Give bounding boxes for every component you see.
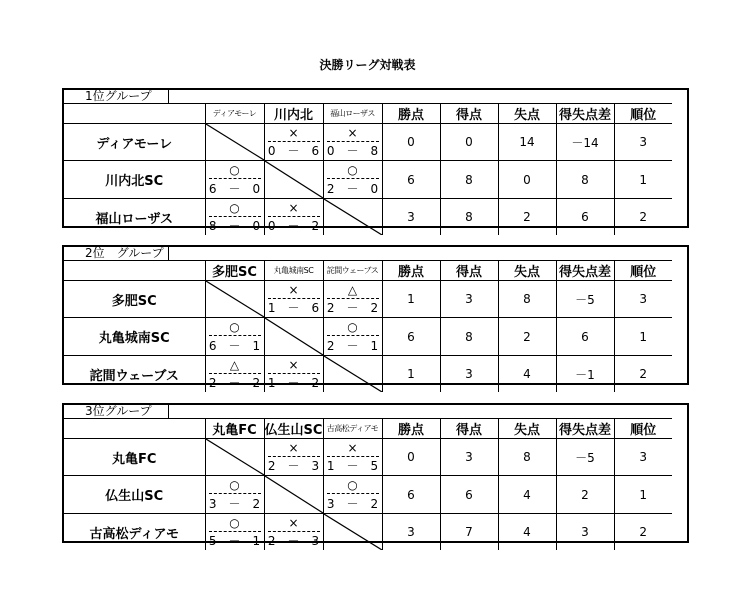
match-score: 1 － 6: [267, 301, 320, 315]
stat-header: 順位: [614, 261, 672, 281]
result-mark: ×: [288, 516, 299, 530]
opponent-header: 多肥SC: [205, 261, 264, 281]
result-mark: ○: [347, 478, 358, 492]
stat-header: 順位: [614, 419, 672, 439]
header-blank: [64, 261, 205, 281]
opponent-header: 福山ローザス: [323, 104, 382, 124]
header-blank: [64, 419, 205, 439]
match-score: 8 － 0: [208, 219, 261, 233]
group-table: [64, 103, 672, 235]
stat-header: 失点: [498, 104, 556, 124]
match-result-cell: [205, 514, 264, 551]
goal-difference-value: 8: [556, 161, 614, 199]
match-result-cell: [323, 281, 382, 318]
result-mark: ×: [347, 126, 358, 140]
team-name: 丸亀城南SC: [64, 318, 205, 356]
match-result-cell: [323, 439, 382, 476]
opponent-header: 丸亀FC: [205, 419, 264, 439]
match-result-cell: [264, 514, 323, 551]
team-name: 詫間ウェーブス: [64, 356, 205, 393]
stat-header: 得点: [440, 419, 498, 439]
group-table: [64, 260, 672, 392]
goals-for-value: 6: [440, 476, 498, 514]
diagonal-line: [265, 318, 323, 355]
group-title: 1位グループ: [64, 90, 169, 103]
result-mark: ×: [288, 126, 299, 140]
match-score: 2 － 3: [267, 534, 320, 548]
goals-for-value: 3: [440, 439, 498, 476]
stat-header: 失点: [498, 419, 556, 439]
team-row: [64, 476, 672, 514]
diagonal-line: [206, 439, 264, 475]
diagonal-line: [206, 281, 264, 317]
diagonal-line: [265, 161, 323, 198]
self-match-cell: [205, 124, 264, 161]
stat-header: 得点: [440, 104, 498, 124]
rank-value: 3: [614, 439, 672, 476]
match-score: 2 － 2: [326, 301, 379, 315]
match-score: 6 － 0: [208, 182, 261, 196]
match-result-cell: [264, 199, 323, 236]
diagonal-line: [324, 514, 382, 550]
match-result-cell: [264, 124, 323, 161]
result-mark: △: [229, 358, 240, 372]
goals-for-value: 0: [440, 124, 498, 161]
rank-value: 2: [614, 356, 672, 393]
stat-header: 勝点: [382, 104, 440, 124]
match-result-cell: [205, 199, 264, 236]
match-result-cell: [323, 124, 382, 161]
match-score: 6 － 1: [208, 339, 261, 353]
match-score: 2 － 1: [326, 339, 379, 353]
stat-header: 得点: [440, 261, 498, 281]
match-score: 0 － 6: [267, 144, 320, 158]
match-score: 1 － 2: [267, 376, 320, 390]
team-row: [64, 514, 672, 551]
goals-for-value: 3: [440, 356, 498, 393]
result-mark: ×: [288, 283, 299, 297]
points-value: 3: [382, 514, 440, 551]
goals-against-value: 4: [498, 356, 556, 393]
match-score: 3 － 2: [208, 497, 261, 511]
header-blank: [64, 104, 205, 124]
team-name: 福山ローザス: [64, 199, 205, 236]
match-score: 1 － 5: [326, 459, 379, 473]
rank-value: 3: [614, 281, 672, 318]
match-result-cell: [205, 318, 264, 356]
result-mark: ○: [347, 163, 358, 177]
goal-difference-value: 2: [556, 476, 614, 514]
points-value: 6: [382, 318, 440, 356]
opponent-header: 詫間ウェーブス: [323, 261, 382, 281]
self-match-cell: [205, 439, 264, 476]
opponent-header: 川内北: [264, 104, 323, 124]
match-result-cell: [264, 356, 323, 393]
goals-for-value: 7: [440, 514, 498, 551]
diagonal-line: [324, 356, 382, 392]
league-group-1: [62, 88, 689, 233]
match-result-cell: [323, 476, 382, 514]
result-mark: ×: [288, 201, 299, 215]
points-value: 1: [382, 356, 440, 393]
team-name: 仏生山SC: [64, 476, 205, 514]
stat-header: 得失点差: [556, 104, 614, 124]
rank-value: 2: [614, 514, 672, 551]
team-name: 川内北SC: [64, 161, 205, 199]
league-group-2: [62, 245, 689, 390]
header-row: [64, 104, 672, 124]
group-table: [64, 418, 672, 550]
dashed-divider: [327, 493, 379, 494]
match-result-cell: [323, 161, 382, 199]
result-mark: ○: [229, 201, 240, 215]
points-value: 1: [382, 281, 440, 318]
team-row: [64, 199, 672, 236]
match-score: 2 － 3: [267, 459, 320, 473]
opponent-header: ディアモーレ: [205, 104, 264, 124]
team-row: [64, 439, 672, 476]
points-value: 3: [382, 199, 440, 236]
goal-difference-value: －5: [556, 281, 614, 318]
goals-against-value: 2: [498, 318, 556, 356]
match-score: 2 － 0: [326, 182, 379, 196]
rank-value: 1: [614, 476, 672, 514]
match-result-cell: [205, 356, 264, 393]
match-score: 0 － 8: [326, 144, 379, 158]
match-result-cell: [323, 318, 382, 356]
goals-against-value: 14: [498, 124, 556, 161]
goals-for-value: 8: [440, 199, 498, 236]
opponent-header: 丸亀城南SC: [264, 261, 323, 281]
result-mark: ○: [229, 516, 240, 530]
goal-difference-value: 6: [556, 199, 614, 236]
result-mark: ×: [288, 358, 299, 372]
header-row: [64, 419, 672, 439]
team-name: 古高松ディアモ: [64, 514, 205, 551]
match-result-cell: [264, 439, 323, 476]
rank-value: 1: [614, 161, 672, 199]
match-result-cell: [205, 476, 264, 514]
self-match-cell: [323, 514, 382, 551]
rank-value: 3: [614, 124, 672, 161]
team-row: [64, 161, 672, 199]
dashed-divider: [209, 178, 261, 179]
opponent-header: 古高松ディアモ: [323, 419, 382, 439]
self-match-cell: [264, 161, 323, 199]
team-name: ディアモーレ: [64, 124, 205, 161]
team-name: 丸亀FC: [64, 439, 205, 476]
goals-against-value: 4: [498, 514, 556, 551]
page-title: 決勝リーグ対戦表: [319, 58, 416, 72]
match-score: 2 － 2: [208, 376, 261, 390]
points-value: 0: [382, 439, 440, 476]
rank-value: 1: [614, 318, 672, 356]
points-value: 6: [382, 476, 440, 514]
stat-header: 失点: [498, 261, 556, 281]
goal-difference-value: －1: [556, 356, 614, 393]
goals-against-value: 8: [498, 281, 556, 318]
result-mark: ○: [229, 163, 240, 177]
goals-against-value: 0: [498, 161, 556, 199]
self-match-cell: [264, 476, 323, 514]
goal-difference-value: 6: [556, 318, 614, 356]
league-group-3: [62, 403, 689, 548]
self-match-cell: [205, 281, 264, 318]
stat-header: 勝点: [382, 261, 440, 281]
diagonal-line: [324, 199, 382, 235]
dashed-divider: [327, 335, 379, 336]
self-match-cell: [323, 356, 382, 393]
opponent-header: 仏生山SC: [264, 419, 323, 439]
stat-header: 得失点差: [556, 261, 614, 281]
match-score: 5 － 1: [208, 534, 261, 548]
team-row: [64, 124, 672, 161]
match-score: 0 － 2: [267, 219, 320, 233]
goals-for-value: 8: [440, 161, 498, 199]
match-result-cell: [205, 161, 264, 199]
dashed-divider: [209, 335, 261, 336]
stat-header: 勝点: [382, 419, 440, 439]
team-row: [64, 318, 672, 356]
result-mark: ○: [229, 478, 240, 492]
goals-against-value: 2: [498, 199, 556, 236]
goal-difference-value: 3: [556, 514, 614, 551]
dashed-divider: [327, 178, 379, 179]
goals-against-value: 4: [498, 476, 556, 514]
diagonal-line: [265, 476, 323, 513]
result-mark: △: [347, 283, 358, 297]
stat-header: 順位: [614, 104, 672, 124]
goals-against-value: 8: [498, 439, 556, 476]
result-mark: ○: [347, 320, 358, 334]
stat-header: 得失点差: [556, 419, 614, 439]
goals-for-value: 8: [440, 318, 498, 356]
team-row: [64, 356, 672, 393]
goal-difference-value: －5: [556, 439, 614, 476]
points-value: 6: [382, 161, 440, 199]
diagonal-line: [206, 124, 264, 160]
match-result-cell: [264, 281, 323, 318]
self-match-cell: [264, 318, 323, 356]
team-name: 多肥SC: [64, 281, 205, 318]
goals-for-value: 3: [440, 281, 498, 318]
group-title: 2位 グループ: [64, 247, 169, 260]
result-mark: ×: [347, 441, 358, 455]
match-score: 3 － 2: [326, 497, 379, 511]
goal-difference-value: －14: [556, 124, 614, 161]
rank-value: 2: [614, 199, 672, 236]
team-row: [64, 281, 672, 318]
group-title: 3位グループ: [64, 405, 169, 418]
result-mark: ○: [229, 320, 240, 334]
points-value: 0: [382, 124, 440, 161]
dashed-divider: [209, 493, 261, 494]
self-match-cell: [323, 199, 382, 236]
result-mark: ×: [288, 441, 299, 455]
header-row: [64, 261, 672, 281]
